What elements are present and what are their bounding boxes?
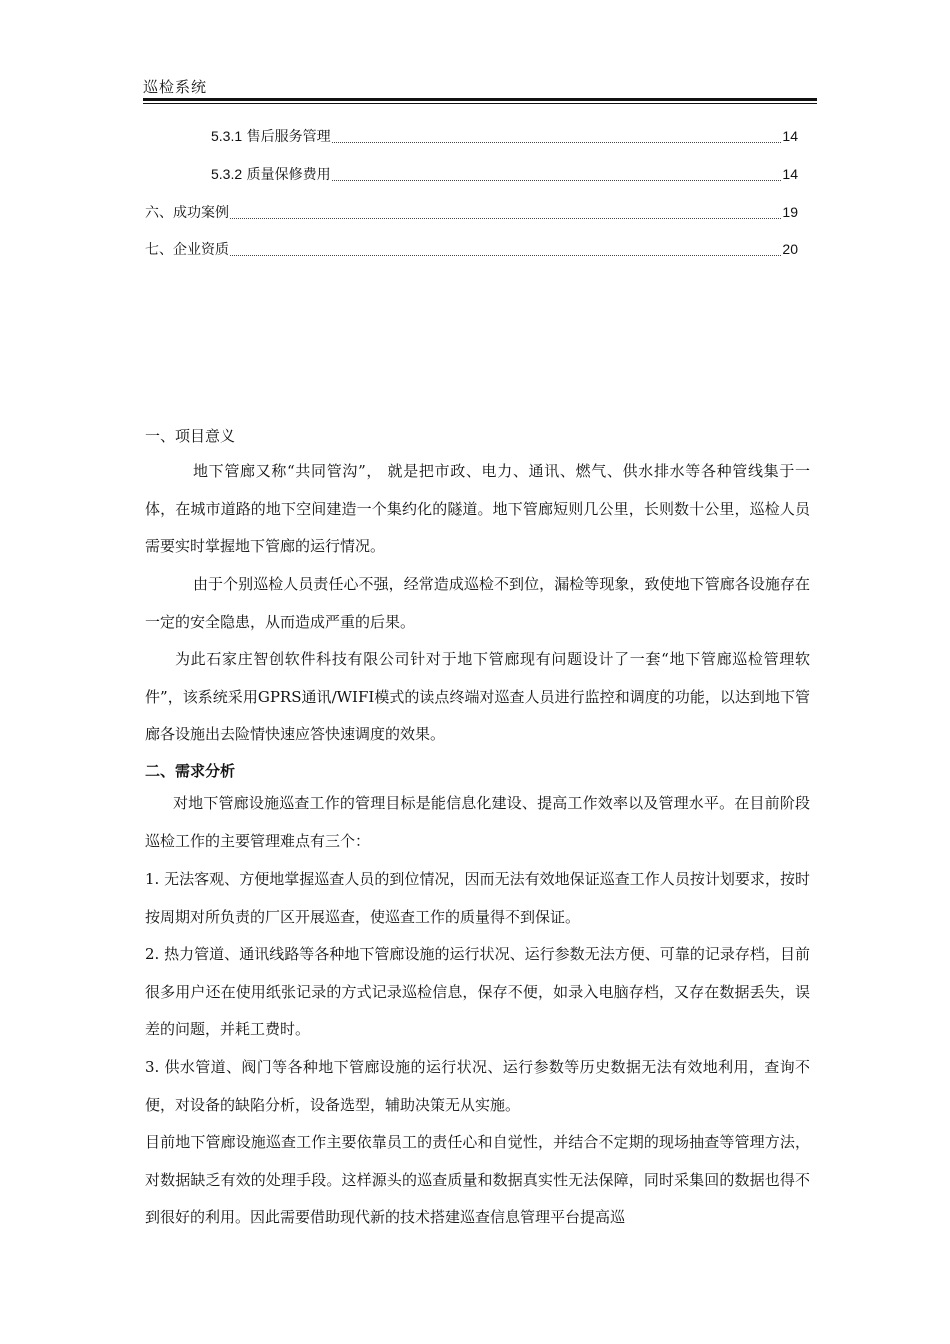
paragraph: 对地下管廊设施巡查工作的管理目标是能信息化建设、提高工作效率以及管理水平。在目前阶段巡检工作的主要管理难点有三个： <box>145 794 810 850</box>
toc-entry-label: 售后服务管理 <box>246 129 331 145</box>
paragraph: 为此石家庄智创软件科技有限公司针对于地下管廊现有问题设计了一套“地下管廊巡检管理软件”，该系统采用GPRS通讯/WIFI模式的读点终端对巡查人员进行监控和调度的功能，以达到地下管廊各设施出去险情快速应答快速调度的效果。 <box>145 650 810 743</box>
section-heading-project-significance: 一、项目意义 <box>145 427 236 445</box>
list-item: 1. 无法客观、方便地掌握巡查人员的到位情况，因而无法有效地保证巡查工作人员按计划要求，按时按周期对所负责的厂区开展巡查，使巡查工作的质量得不到保证。 <box>145 870 810 926</box>
list-item: 3. 供水管道、阀门等各种地下管廊设施的运行状况、运行参数等历史数据无法有效地利用，查询不便，对设备的缺陷分析，设备选型，辅助决策无从实施。 <box>145 1058 810 1114</box>
section-heading-requirements: 二、需求分析 <box>145 762 236 780</box>
toc-entry-number: 5.3.1 <box>211 128 243 144</box>
toc-leader <box>230 245 781 256</box>
toc-entry-label: 七、企业资质 <box>145 242 229 258</box>
toc-leader <box>332 132 782 143</box>
toc-entry-5-3-1[interactable] <box>211 126 798 146</box>
toc-entry-page: 14 <box>782 128 798 144</box>
toc-entry-5-3-2[interactable] <box>211 164 798 184</box>
header-title: 巡检系统 <box>143 78 208 96</box>
toc-entry-page: 20 <box>782 241 798 257</box>
paragraph: 地下管廊又称“共同管沟”， 就是把市政、电力、通讯、燃气、供水排水等各种管线集于一体，在城市道路的地下空间建造一个集约化的隧道。地下管廊短则几公里，长则数十公里，巡检人员需要实时掌握地下管廊的运行情况。 <box>145 462 810 555</box>
header-rule <box>143 98 817 101</box>
toc-entry-label: 质量保修费用 <box>246 167 331 183</box>
toc-leader <box>332 170 782 181</box>
toc-entry-number: 5.3.2 <box>211 166 243 182</box>
paragraph: 目前地下管廊设施巡查工作主要依靠员工的责任心和自觉性，并结合不定期的现场抽查等管理方法，对数据缺乏有效的处理手段。这样源头的巡查质量和数据真实性无法保障，同时采集回的数据也得不到很好的利用。因此需要借助现代新的技术搭建巡查信息管理平台提高巡 <box>145 1133 810 1226</box>
toc-entry-page: 19 <box>782 204 798 220</box>
toc-entry-page: 14 <box>782 166 798 182</box>
toc-leader <box>230 208 781 219</box>
header-rule-thin <box>143 103 817 104</box>
toc-entry-qualifications[interactable] <box>145 239 798 259</box>
paragraph: 由于个别巡检人员责任心不强，经常造成巡检不到位，漏检等现象，致使地下管廊各设施存在一定的安全隐患，从而造成严重的后果。 <box>145 575 810 631</box>
list-item: 2. 热力管道、通讯线路等各种地下管廊设施的运行状况、运行参数无法方便、可靠的记录存档，目前很多用户还在使用纸张记录的方式记录巡检信息，保存不便，如录入电脑存档，又存在数据丢失，误差的问题，并耗工费时。 <box>145 945 810 1038</box>
toc-entry-success-cases[interactable] <box>145 202 798 222</box>
toc-entry-label: 六、成功案例 <box>145 205 229 221</box>
